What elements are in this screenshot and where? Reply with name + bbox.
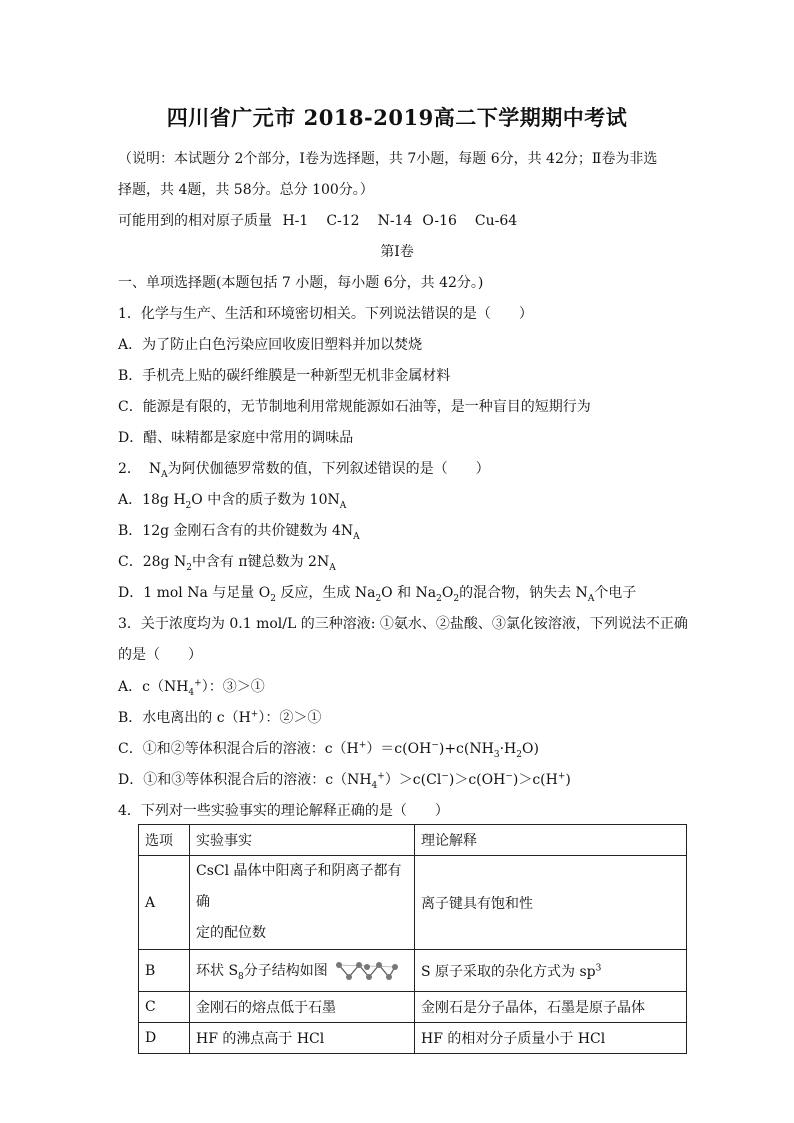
atomic-mass-item: N-14 [377, 213, 413, 229]
section-title: 第Ⅰ卷 [380, 244, 414, 260]
q1-stem: 1．化学与生产、生活和环境密切相关。下列说法错误的是（ ） [118, 306, 533, 322]
atomic-masses-label: 可能用到的相对原子质量 [118, 213, 272, 229]
q4-options-table [138, 824, 687, 1054]
row-fact: 环状 $S_8$分子结构如图 [190, 950, 415, 992]
q3-stem-line-2: 的是（ ） [118, 647, 202, 663]
q2-option-a: A．18g $H_2O$ 中含的质子数为 $10N_A$ [118, 492, 347, 511]
part-one-heading: 一、单项选择题(本题包括 7 小题，每小题 6分，共 42分。) [118, 275, 484, 291]
q3-option-c: C．①和②等体积混合后的溶液：$c(H^+)=c(OH^-)+c(NH_3\cdot H_2O)$ [118, 740, 539, 760]
table-row [139, 1023, 687, 1054]
table-row [139, 992, 687, 1023]
exam-title: 四川省广元市 2018-2019高二下学期期中考试 [166, 105, 628, 130]
q2-option-c: C．28g $N_2$中含有 π键总数为 $2N_A$ [118, 554, 336, 573]
row-explanation: 金刚石是分子晶体，石墨是原子晶体 [415, 992, 687, 1023]
q2-stem [118, 458, 490, 478]
intro-line-1: （说明：本试题分 2个部分，Ⅰ卷为选择题，共 7小题，每题 6分，共 42分；Ⅱ卷为非选 [118, 151, 658, 167]
row-option-label: B [139, 950, 190, 992]
q3-option-d: D．①和③等体积混合后的溶液：$c(NH_4^+)>c(Cl^-)>c(OH^-)>c(H^+)$ [118, 771, 571, 791]
q3-option-a: A．$c(NH_4^+)$：③＞① [118, 678, 265, 698]
row-explanation: HF 的相对分子质量小于 HCl [415, 1023, 687, 1054]
row-fact: 金刚石的熔点低于石墨 [190, 992, 415, 1023]
row-fact: CsCl 晶体中阳离子和阴离子都有确 定的配位数 [190, 856, 415, 950]
s8-ring-structure-image [336, 959, 398, 983]
row-option-label: D [139, 1023, 190, 1054]
na-symbol: N [148, 461, 162, 477]
q2-number: 2． [118, 461, 141, 477]
atomic-mass-item: H-1 [282, 213, 309, 229]
table-row [139, 950, 687, 992]
header-explanation: 理论解释 [415, 825, 687, 856]
atomic-mass-item: O-16 [422, 213, 457, 229]
q2-option-d: D．1 mol Na 与足量 $O_2$ 反应，生成 $Na_2O$ 和 $Na_2O_2$的混合物，钠失去 $N_A$个电子 [118, 585, 637, 604]
row-option-label: A [139, 856, 190, 950]
q1-option-c: C．能源是有限的，无节制地利用常规能源如石油等，是一种盲目的短期行为 [118, 399, 591, 415]
q2-option-b: B．12g 金刚石含有的共价键数为 $4N_A$ [118, 523, 360, 542]
row-fact: HF 的沸点高于 HCl [190, 1023, 415, 1054]
table-row [139, 856, 687, 950]
na-subscript: A [161, 469, 168, 480]
atomic-masses [118, 210, 517, 230]
atomic-mass-item: C-12 [326, 213, 360, 229]
q1-option-b: B．手机壳上贴的碳纤维膜是一种新型无机非金属材料 [118, 368, 451, 384]
atomic-mass-item: Cu-64 [474, 213, 518, 229]
header-fact: 实验事实 [190, 825, 415, 856]
q1-option-a: A．为了防止白色污染应回收废旧塑料并加以焚烧 [118, 337, 423, 353]
q4-stem: 4．下列对一些实验事实的理论解释正确的是（ ） [118, 803, 449, 819]
intro-line-2: 择题，共 4题，共 58分。总分 100分。） [118, 182, 374, 198]
row-option-label: C [139, 992, 190, 1023]
header-option: 选项 [139, 825, 190, 856]
q3-stem-line-1: 3．关于浓度均为 0.1 mol/L 的三种溶液: ①氨水、②盐酸、③氯化铵溶液，下列说法不正确 [118, 616, 688, 632]
q1-option-d: D．醋、味精都是家庭中常用的调味品 [118, 430, 354, 446]
row-explanation: S 原子采取的杂化方式为 $sp^3$ [415, 950, 687, 992]
q3-option-b: B．水电离出的 c（H+）：②＞① [118, 709, 322, 726]
table-header-row [139, 825, 687, 856]
row-explanation: 离子键具有饱和性 [415, 856, 687, 950]
q2-stem-text: 为阿伏伽德罗常数的值，下列叙述错误的是（ ） [167, 461, 490, 477]
